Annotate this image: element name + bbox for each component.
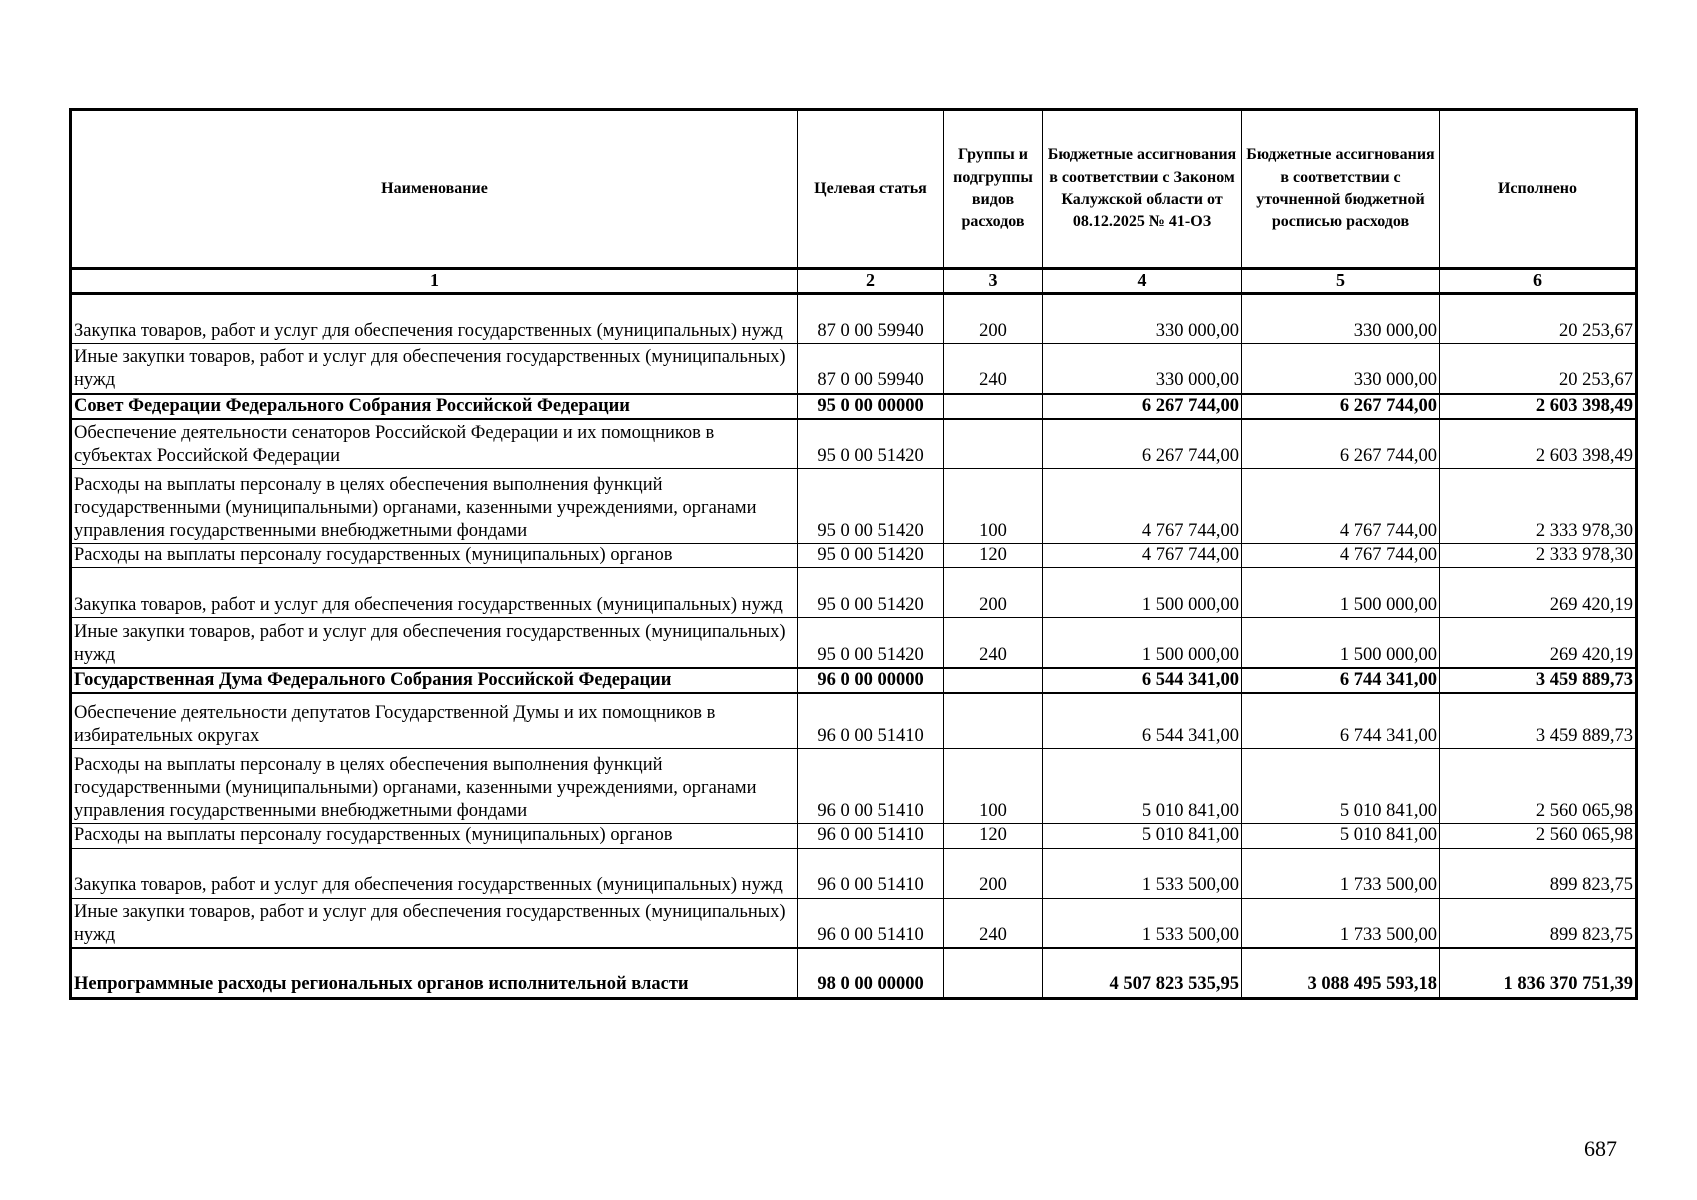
column-number: 3: [944, 269, 1043, 294]
row-refined-amount: 3 088 495 593,18: [1242, 948, 1440, 998]
row-law-amount: 6 267 744,00: [1043, 394, 1242, 419]
row-target-article: 87 0 00 59940: [798, 294, 944, 344]
row-expense-group: [944, 668, 1043, 693]
row-refined-amount: 330 000,00: [1242, 294, 1440, 344]
row-executed-amount: 269 420,19: [1440, 568, 1637, 618]
row-expense-group: 200: [944, 294, 1043, 344]
row-law-amount: 1 500 000,00: [1043, 568, 1242, 618]
row-expense-group: 120: [944, 544, 1043, 568]
table-row: [71, 568, 1637, 618]
row-refined-amount: 1 500 000,00: [1242, 568, 1440, 618]
budget-table: [69, 108, 1638, 1000]
row-target-article: 95 0 00 00000: [798, 394, 944, 419]
row-executed-amount: 1 836 370 751,39: [1440, 948, 1637, 998]
row-executed-amount: 899 823,75: [1440, 848, 1637, 898]
row-refined-amount: 1 733 500,00: [1242, 898, 1440, 948]
row-refined-amount: 6 744 341,00: [1242, 693, 1440, 749]
row-executed-amount: 2 333 978,30: [1440, 544, 1637, 568]
row-name: Закупка товаров, работ и услуг для обеспечения государственных (муниципальных) нужд: [71, 568, 798, 618]
row-name: Расходы на выплаты персоналу в целях обеспечения выполнения функций государственными (муниципальными) органами, казенными учреждениями, органами управления государственными внебюджетными фондами: [71, 469, 798, 544]
page-number: 687: [1584, 1136, 1617, 1161]
table-row: [71, 344, 1637, 394]
row-executed-amount: 2 603 398,49: [1440, 419, 1637, 469]
row-name: Расходы на выплаты персоналу государственных (муниципальных) органов: [71, 824, 798, 848]
row-expense-group: 240: [944, 618, 1043, 668]
row-law-amount: 4 507 823 535,95: [1043, 948, 1242, 998]
row-refined-amount: 6 267 744,00: [1242, 419, 1440, 469]
row-law-amount: 1 533 500,00: [1043, 898, 1242, 948]
row-law-amount: 1 533 500,00: [1043, 848, 1242, 898]
row-law-amount: 4 767 744,00: [1043, 544, 1242, 568]
row-name: Обеспечение деятельности депутатов Государственной Думы и их помощников в избирательных округах: [71, 693, 798, 749]
header-name: Наименование: [71, 110, 798, 269]
row-name: Обеспечение деятельности сенаторов Российской Федерации и их помощников в субъектах Российской Федерации: [71, 419, 798, 469]
row-target-article: 96 0 00 51410: [798, 749, 944, 824]
row-executed-amount: 3 459 889,73: [1440, 693, 1637, 749]
row-expense-group: [944, 948, 1043, 998]
row-target-article: 95 0 00 51420: [798, 544, 944, 568]
row-executed-amount: 2 560 065,98: [1440, 824, 1637, 848]
row-law-amount: 4 767 744,00: [1043, 469, 1242, 544]
row-target-article: 98 0 00 00000: [798, 948, 944, 998]
row-name: Закупка товаров, работ и услуг для обеспечения государственных (муниципальных) нужд: [71, 294, 798, 344]
row-executed-amount: 2 603 398,49: [1440, 394, 1637, 419]
row-expense-group: [944, 394, 1043, 419]
row-name: Закупка товаров, работ и услуг для обеспечения государственных (муниципальных) нужд: [71, 848, 798, 898]
header-expense-groups: Группы и подгруппы видов расходов: [944, 110, 1043, 269]
header-target-article: Целевая статья: [798, 110, 944, 269]
row-executed-amount: 20 253,67: [1440, 294, 1637, 344]
row-name: Иные закупки товаров, работ и услуг для обеспечения государственных (муниципальных) нужд: [71, 344, 798, 394]
row-name: Расходы на выплаты персоналу государственных (муниципальных) органов: [71, 544, 798, 568]
row-law-amount: 5 010 841,00: [1043, 824, 1242, 848]
row-target-article: 95 0 00 51420: [798, 419, 944, 469]
row-refined-amount: 5 010 841,00: [1242, 824, 1440, 848]
row-law-amount: 5 010 841,00: [1043, 749, 1242, 824]
row-expense-group: [944, 693, 1043, 749]
row-name: Непрограммные расходы региональных органов исполнительной власти: [71, 948, 798, 998]
column-number: 1: [71, 269, 798, 294]
row-refined-amount: 1 500 000,00: [1242, 618, 1440, 668]
row-executed-amount: 269 420,19: [1440, 618, 1637, 668]
table-row: [71, 898, 1637, 948]
row-name: Совет Федерации Федерального Собрания Российской Федерации: [71, 394, 798, 419]
row-target-article: 95 0 00 51420: [798, 568, 944, 618]
table-row: [71, 848, 1637, 898]
row-target-article: 96 0 00 00000: [798, 668, 944, 693]
header-refined-allocations: Бюджетные ассигнования в соответствии с уточненной бюджетной росписью расходов: [1242, 110, 1440, 269]
row-name: Государственная Дума Федерального Собрания Российской Федерации: [71, 668, 798, 693]
table-row: [71, 294, 1637, 344]
row-target-article: 95 0 00 51420: [798, 469, 944, 544]
row-executed-amount: 20 253,67: [1440, 344, 1637, 394]
row-expense-group: [944, 419, 1043, 469]
row-law-amount: 330 000,00: [1043, 344, 1242, 394]
row-target-article: 87 0 00 59940: [798, 344, 944, 394]
row-target-article: 95 0 00 51420: [798, 618, 944, 668]
table-row: [71, 618, 1637, 668]
table-row: [71, 693, 1637, 749]
table-header-row: [71, 110, 1637, 269]
row-refined-amount: 4 767 744,00: [1242, 544, 1440, 568]
table-row-section: [71, 394, 1637, 419]
row-name: Расходы на выплаты персоналу в целях обеспечения выполнения функций государственными (муниципальными) органами, казенными учреждениями, органами управления государственными внебюджетными фондами: [71, 749, 798, 824]
row-law-amount: 330 000,00: [1043, 294, 1242, 344]
row-law-amount: 1 500 000,00: [1043, 618, 1242, 668]
row-expense-group: 200: [944, 848, 1043, 898]
row-target-article: 96 0 00 51410: [798, 898, 944, 948]
column-number: 5: [1242, 269, 1440, 294]
table-row-section: [71, 948, 1637, 998]
column-number: 2: [798, 269, 944, 294]
row-refined-amount: 5 010 841,00: [1242, 749, 1440, 824]
row-law-amount: 6 267 744,00: [1043, 419, 1242, 469]
row-expense-group: 100: [944, 749, 1043, 824]
header-executed: Исполнено: [1440, 110, 1637, 269]
table-row: [71, 419, 1637, 469]
header-law-allocations: Бюджетные ассигнования в соответствии с Законом Калужской области от 08.12.2025 № 41-ОЗ: [1043, 110, 1242, 269]
row-expense-group: 120: [944, 824, 1043, 848]
row-executed-amount: 899 823,75: [1440, 898, 1637, 948]
column-number-row: [71, 269, 1637, 294]
row-expense-group: 200: [944, 568, 1043, 618]
column-number: 6: [1440, 269, 1637, 294]
row-expense-group: 240: [944, 344, 1043, 394]
row-name: Иные закупки товаров, работ и услуг для обеспечения государственных (муниципальных) нужд: [71, 898, 798, 948]
row-refined-amount: 330 000,00: [1242, 344, 1440, 394]
row-executed-amount: 2 560 065,98: [1440, 749, 1637, 824]
row-expense-group: 100: [944, 469, 1043, 544]
row-name: Иные закупки товаров, работ и услуг для обеспечения государственных (муниципальных) нужд: [71, 618, 798, 668]
table-row: [71, 469, 1637, 544]
row-refined-amount: 6 744 341,00: [1242, 668, 1440, 693]
row-expense-group: 240: [944, 898, 1043, 948]
column-number: 4: [1043, 269, 1242, 294]
row-target-article: 96 0 00 51410: [798, 824, 944, 848]
row-target-article: 96 0 00 51410: [798, 848, 944, 898]
table-row: [71, 824, 1637, 848]
row-executed-amount: 2 333 978,30: [1440, 469, 1637, 544]
row-law-amount: 6 544 341,00: [1043, 693, 1242, 749]
row-refined-amount: 1 733 500,00: [1242, 848, 1440, 898]
table-row-section: [71, 668, 1637, 693]
row-refined-amount: 6 267 744,00: [1242, 394, 1440, 419]
table-row: [71, 749, 1637, 824]
row-target-article: 96 0 00 51410: [798, 693, 944, 749]
table-row: [71, 544, 1637, 568]
row-law-amount: 6 544 341,00: [1043, 668, 1242, 693]
row-refined-amount: 4 767 744,00: [1242, 469, 1440, 544]
row-executed-amount: 3 459 889,73: [1440, 668, 1637, 693]
